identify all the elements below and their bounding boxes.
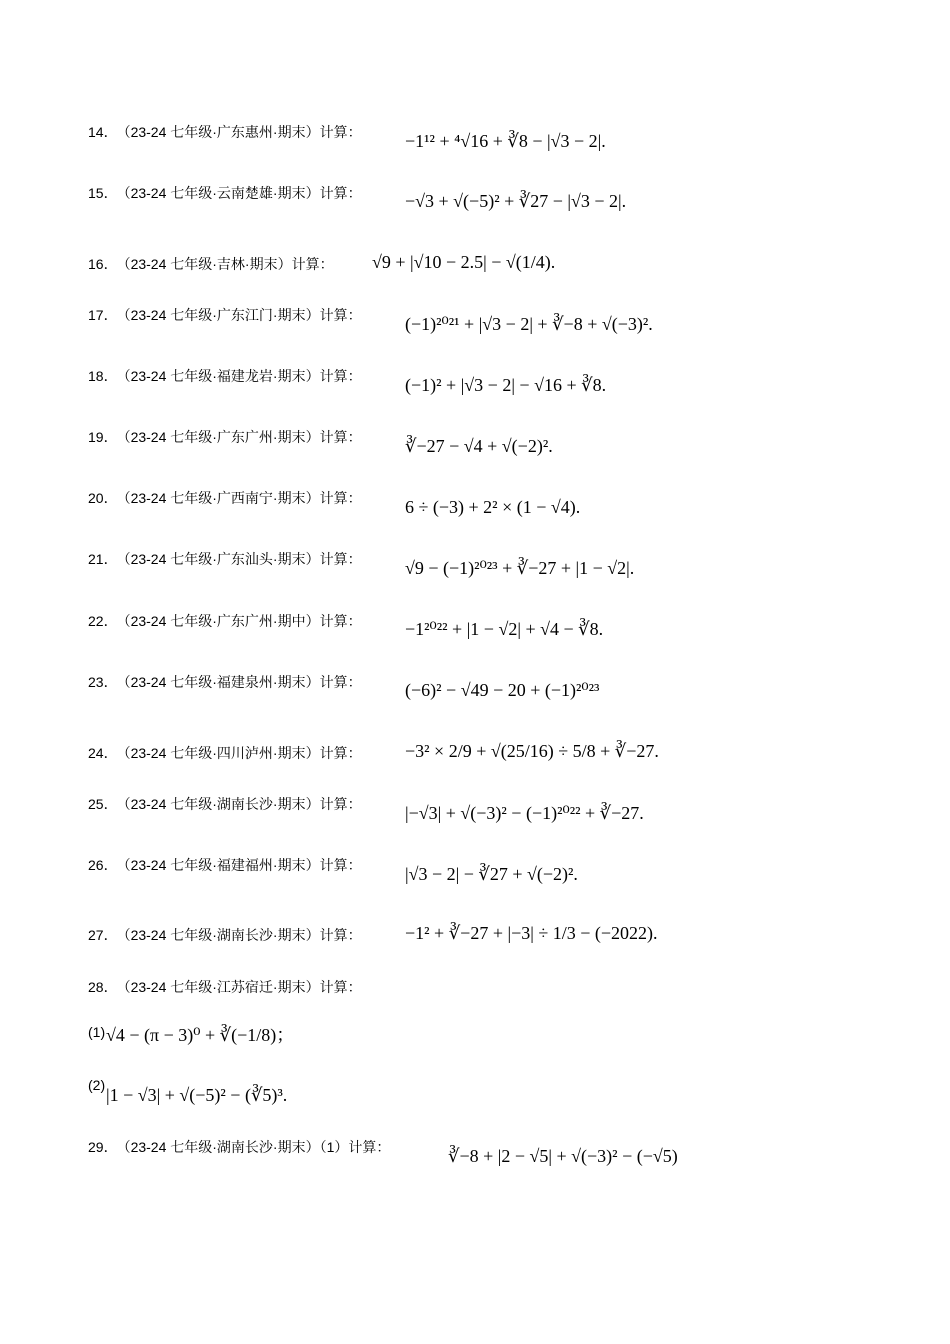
problem-14 [88,122,362,142]
expr-23: (−6)² − √49 − 20 + (−1)²⁰²³ [405,680,600,700]
problem-20 [88,488,362,508]
problem-label: 19． （23-24 七年级·广东广州·期末）计算： [88,429,362,445]
problem-label: 14． （23-24 七年级·广东惠州·期末）计算： [88,124,362,140]
problem-19 [88,427,362,447]
expr-20: 6 ÷ (−3) + 2² × (1 − √4). [405,497,581,517]
problem-22 [88,611,362,631]
expr-14: −1¹² + ⁴√16 + ∛8 − |√3 − 2|. [405,131,606,151]
problem-label: 22． （23-24 七年级·广东广州·期中）计算： [88,613,362,629]
expr-25: |−√3| + √(−3)² − (−1)²⁰²² + ∛−27. [405,803,644,823]
problem-label: 25． （23-24 七年级·湖南长沙·期末）计算： [88,796,362,812]
subpart-1 [88,1024,105,1040]
problem-23 [88,672,362,692]
problem-27 [88,925,362,945]
problem-label: 24． （23-24 七年级·四川泸州·期末）计算： [88,745,362,761]
problem-26 [88,855,362,875]
expr-26: |√3 − 2| − ∛27 + √(−2)². [405,864,578,884]
problem-28 [88,977,362,997]
expr-19: ∛−27 − √4 + √(−2)². [405,436,553,456]
subpart-label: (2) [88,1077,106,1093]
problem-15 [88,183,362,203]
subpart-2 [88,1077,105,1093]
problem-label: 18． （23-24 七年级·福建龙岩·期末）计算： [88,368,362,384]
expr-22: −1²⁰²² + |1 − √2| + √4 − ∛8. [405,619,604,639]
expr-15: −√3 + √(−5)² + ∛27 − |√3 − 2|. [405,191,627,211]
expr-16: √9 + |√10 − 2.5| − √(1/4). [372,252,556,272]
problem-label: 20． （23-24 七年级·广西南宁·期末）计算： [88,490,362,506]
problem-16 [88,254,334,274]
expr-27: −1² + ∛−27 + |−3| ÷ 1/3 − (−2022). [405,923,658,943]
subpart-1-expr: √4 − (π − 3)⁰ + ∛(−1/8)； [106,1025,295,1045]
subpart-2-expr: |1 − √3| + √(−5)² − (∛5)³. [106,1085,288,1105]
problem-label: 16． （23-24 七年级·吉林·期末）计算： [88,256,334,272]
problem-label: 26． （23-24 七年级·福建福州·期末）计算： [88,857,362,873]
problem-label: 29． （23-24 七年级·湖南长沙·期末）（1）计算： [88,1139,391,1155]
problem-label: 28． （23-24 七年级·江苏宿迁·期末）计算： [88,979,362,995]
problem-21 [88,549,362,569]
problem-25 [88,794,362,814]
expr-24: −3² × 2/9 + √(25/16) ÷ 5/8 + ∛−27. [405,741,659,761]
problem-17 [88,305,362,325]
problem-label: 23． （23-24 七年级·福建泉州·期末）计算： [88,674,362,690]
expr-17: (−1)²⁰²¹ + |√3 − 2| + ∛−8 + √(−3)². [405,314,653,334]
expr-29: ∛−8 + |2 − √5| + √(−3)² − (−√5) [448,1146,678,1166]
subpart-label: (1) [88,1024,106,1040]
expr-21: √9 − (−1)²⁰²³ + ∛−27 + |1 − √2|. [405,558,635,578]
problem-29 [88,1137,390,1157]
problem-label: 15． （23-24 七年级·云南楚雄·期末）计算： [88,185,362,201]
problem-label: 17． （23-24 七年级·广东江门·期末）计算： [88,307,362,323]
problem-label: 27． （23-24 七年级·湖南长沙·期末）计算： [88,927,362,943]
problem-24 [88,743,362,763]
problem-18 [88,366,362,386]
problem-label: 21． （23-24 七年级·广东汕头·期末）计算： [88,551,362,567]
expr-18: (−1)² + |√3 − 2| − √16 + ∛8. [405,375,607,395]
